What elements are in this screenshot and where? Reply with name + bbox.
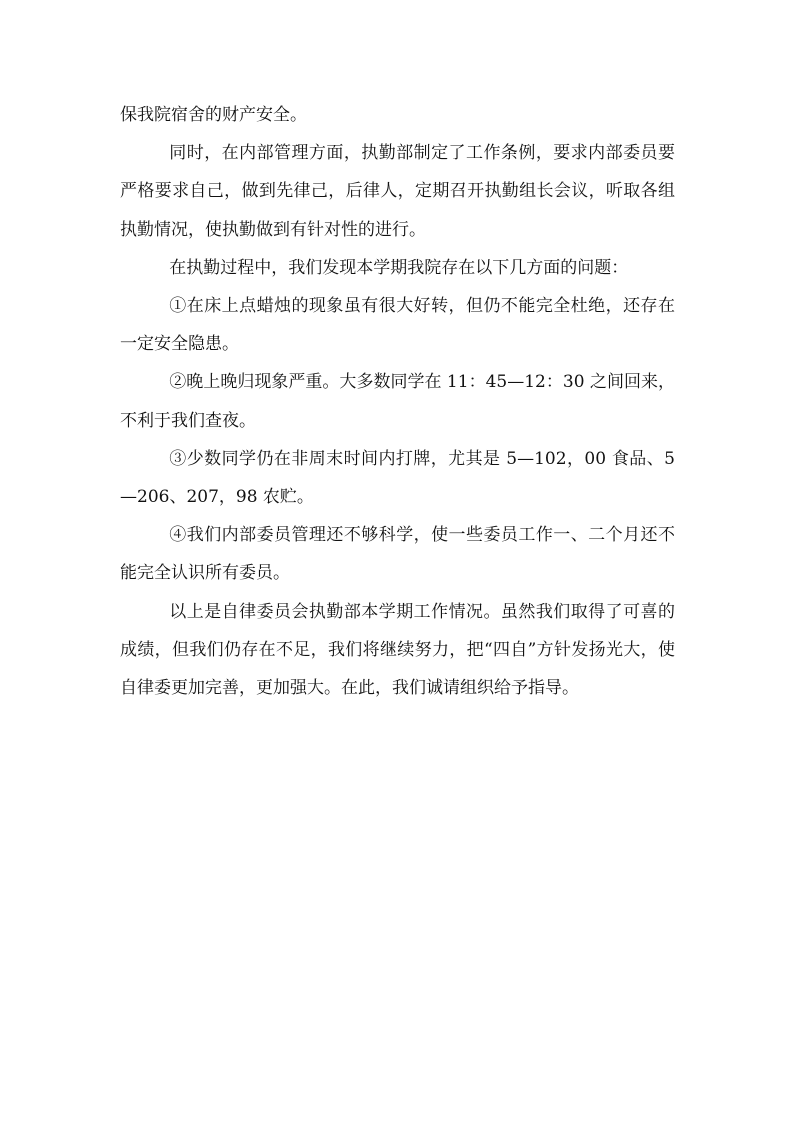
paragraph-problem-4: ④我们内部委员管理还不够科学，使一些委员工作一、二个月还不能完全认识所有委员。: [120, 525, 675, 584]
paragraph-conclusion: 以上是自律委员会执勤部本学期工作情况。虽然我们取得了可喜的成绩，但我们仍存在不足，我们将继续努力，把“四自”方针发扬光大，使自律委更加完善，更加强大。在此，我们诚请组织给予指导。: [120, 601, 675, 699]
paragraph-continuation: 保我院宿舍的财产安全。: [120, 105, 307, 125]
paragraph-internal-management: 同时，在内部管理方面，执勤部制定了工作条例，要求内部委员要严格要求自己，做到先律己，后律人，定期召开执勤组长会议，听取各组执勤情况，使执勤做到有针对性的进行。: [120, 143, 675, 240]
paragraph-problem-1: ①在床上点蜡烛的现象虽有很大好转，但仍不能完全杜绝，还存在一定安全隐患。: [120, 296, 675, 355]
paragraph-problem-2: ②晚上晚归现象严重。大多数同学在 11：45—12：30 之间回来，不利于我们查夜。: [120, 372, 675, 431]
paragraph-problems-intro: 在执勤过程中，我们发现本学期我院存在以下几方面的问题：: [169, 257, 629, 278]
paragraph-problem-3: ③少数同学仍在非周末时间内打牌，尤其是 5—102，00 食品、5—206、207，98 农贮。: [120, 448, 675, 508]
document-body: [120, 96, 675, 707]
